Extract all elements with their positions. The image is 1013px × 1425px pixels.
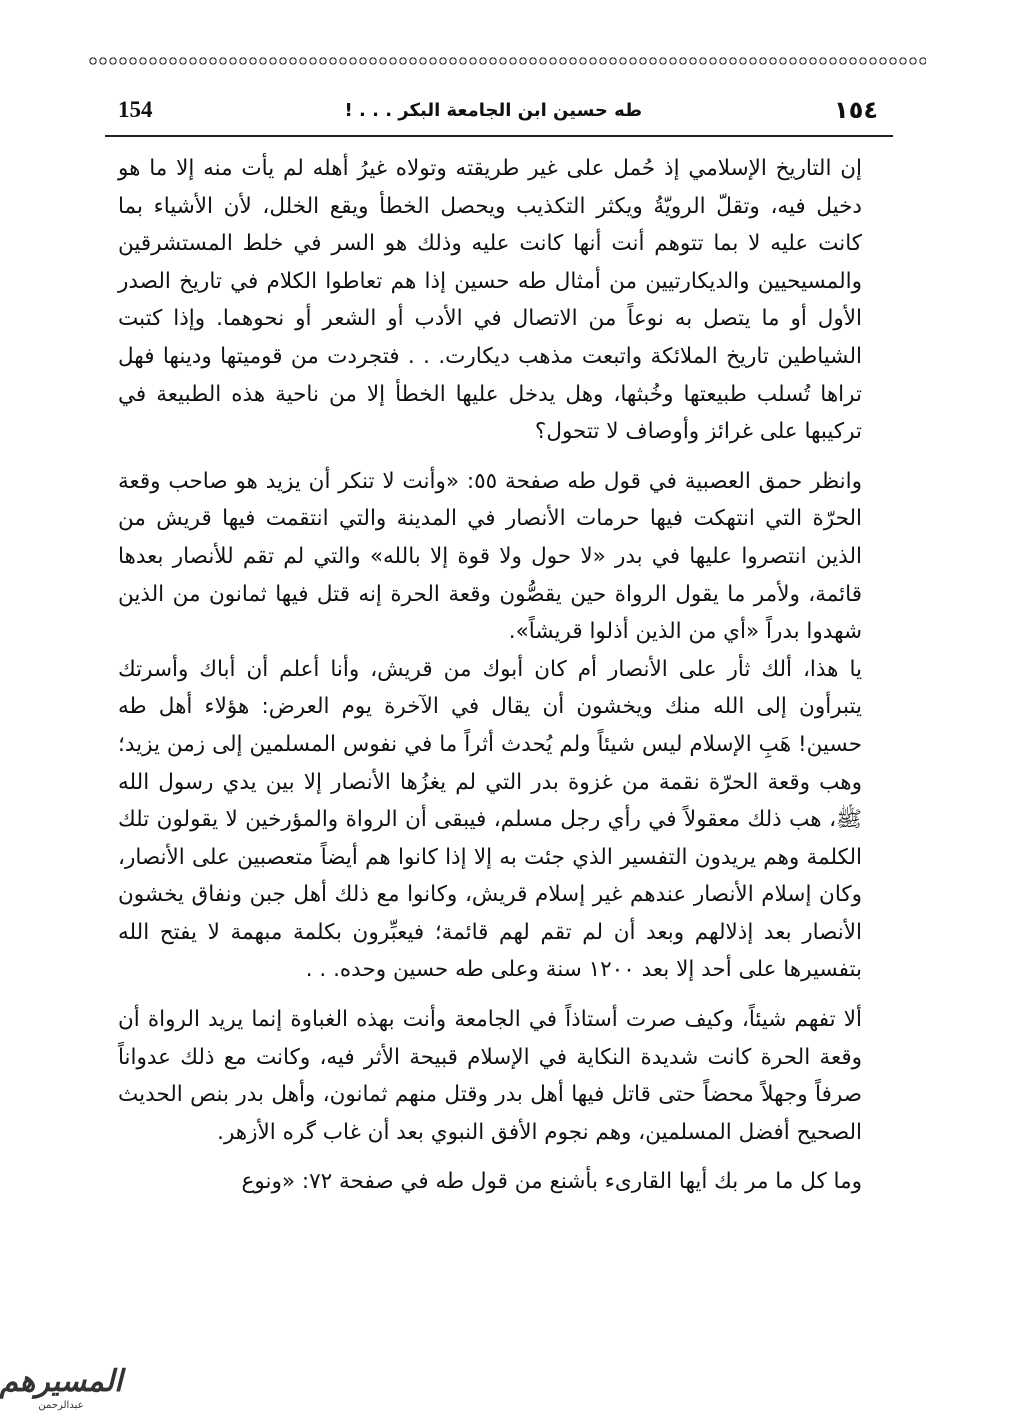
paragraph-2: وانظر حمق العصبية في قول طه صفحة ٥٥: «وأنت لا تنكر أن يزيد هو صاحب وقعة الحرّة التي انتهكت فيها حرمات الأنصار في المدينة والتي انتقمت فيها قريش من الذين انتصروا عليها في بدر «لا حول ولا قوة إلا بالله» والتي لم تقم للأنصار بعدها قائمة، ولأمر ما يقول الرواة حين يقصُّون وقعة الحرة إنه قتل فيها ثمانون من الذين شهدوا بدراً «أي من الذين أذلوا قريشاً».: [118, 468, 862, 645]
page-number-arabic: ١٥٤: [834, 96, 878, 124]
header-rule: [105, 135, 893, 137]
page-number-latin: 154: [118, 97, 153, 122]
stamp-main-text: المسيرهم: [0, 1364, 123, 1399]
paragraph-3: يا هذا، ألك ثأر على الأنصار أم كان أبوك من قريش، وأنا أعلم أن أباك وأسرتك يتبرأون إلى الله منك ويخشون أن يقال في الآخرة يوم العرض: هؤلاء أهل طه حسين! هَبِ الإسلام ليس شيئاً ولم يُحدث أثراً ما في نفوس المسلمين إلى زمن يزيد؛ وهب وقعة الحرّة نقمة من غزوة بدر التي لم يغزُها الأنصار إلا بين يدي رسول الله ﷺ، هب ذلك معقولاً في رأي رجل مسلم، فيبقى أن الرواة والمؤرخين لا يقولون تلك الكلمة وهم يريدون التفسير الذي جئت به إلا إذا كانوا هم أيضاً متعصبين على الأنصار، وكان إسلام الأنصار عندهم غير إسلام قريش، وكانوا مع ذلك أهل جبن ونفاق يخشون الأنصار بعد إذلالهم وبعد أن لم تقم لهم قائمة؛ فيعبِّرون بكلمة مبهمة لا يفتح الله بتفسيرها على أحد إلا بعد ١٢٠٠ سنة وعلى طه حسين وحده. . .: [118, 656, 862, 983]
header-ornament-border: [88, 52, 926, 70]
watermark-stamp: [0, 1356, 123, 1422]
running-title: طه حسين ابن الجامعة البكر . . . !: [344, 99, 643, 121]
paragraph-4: ألا تفهم شيئاً، وكيف صرت أستاذاً في الجامعة وأنت بهذه الغباوة إنما يريد الرواة أن وقعة الحرة كانت شديدة النكاية في الإسلام قبيحة الأثر فيه، وكانت مع ذلك عدواناً صرفاً وجهلاً محضاً حتى قاتل فيها أهل بدر وقتل منهم ثمانون، وأهل بدر بنص الحديث الصحيح أفضل المسلمين، وهم نجوم الأفق النبوي بعد أن غاب گره الأزهر.: [118, 1007, 862, 1145]
page-header: [118, 90, 878, 130]
body-text: [118, 150, 862, 1201]
stamp-sub-text: عبدالرحمن: [38, 1400, 84, 1411]
paragraph-5: وما كل ما مر بك أيها القارىء بأشنع من قول طه في صفحة ٧٢: «ونوع: [241, 1169, 862, 1195]
paragraph-1: إن التاريخ الإسلامي إذ حُمل على غير طريقته وتولاه غيرُ أهله لم يأت منه إلا ما هو دخيل فيه، وتقلّ الرويّةُ ويكثر التكذيب ويحصل الخطأ ويقع الخلل، لأن الأشياء بما كانت عليه لا بما تتوهم أنت أنها كانت عليه وذلك هو السر في خلط المستشرقين والمسيحيين والديكارتيين من أمثال طه حسين إذا هم تعاطوا الكلام في تاريخ الصدر الأول أو ما يتصل به نوعاً من الاتصال في الأدب أو الشعر أو نحوهما. وإذا كتبت الشياطين تاريخ الملائكة واتبعت مذهب ديكارت. . . فتجردت من قوميتها ودينها فهل تراها تُسلب طبيعتها وخُبثها، وهل يدخل عليها الخطأ إلا من ناحية هذه الطبيعة في تركيبها على غرائز وأوصاف لا تتحول؟: [118, 156, 862, 445]
